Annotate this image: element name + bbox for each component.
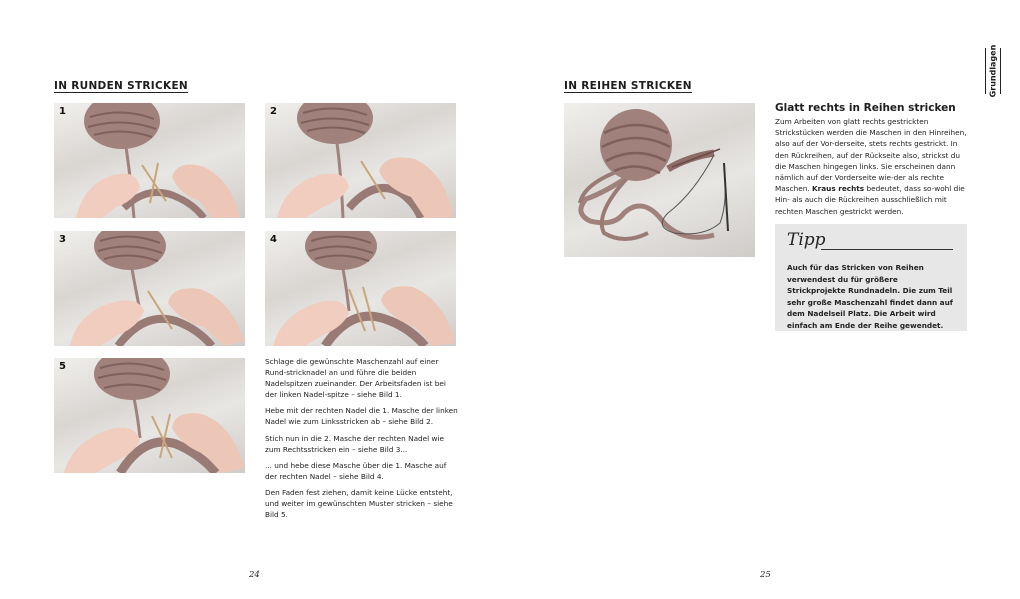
step-instructions	[265, 356, 460, 525]
section-heading-in-runden: IN RUNDEN STRICKEN	[54, 80, 188, 92]
subheading: Glatt rechts in Reihen stricken	[775, 102, 956, 114]
step-text: Den Faden fest ziehen, damit keine Lücke entsteht, und weiter im gewünschten Muster stricken – siehe Bild 5.	[265, 487, 453, 520]
page-number-left: 24	[249, 570, 260, 580]
body-text-part: bedeutet, dass so-wohl die Hin- als auch die Rückreihen ausschließlich mit rechten Maschen gestrickt werden.	[775, 184, 965, 216]
chapter-tab-label: Grundlagen	[988, 44, 998, 98]
step-number: 2	[270, 106, 277, 117]
body-text-bold: Kraus rechts	[811, 184, 865, 194]
tip-rule	[821, 249, 953, 250]
step-text: ... und hebe diese Masche über die 1. Masche auf der rechten Nadel – siehe Bild 4.	[265, 460, 447, 481]
step-text: Stich nun in die 2. Masche der rechten Nadel wie zum Rechtsstricken ein – siehe Bild 3...	[265, 433, 444, 454]
page-number-right: 25	[760, 570, 771, 580]
body-text-part: Zum Arbeiten von glatt rechts gestrickten Strickstücken werden die Maschen in den Hinreihen, also auf der Vor-derseite, stets rechts gestrickt. In den Rückreihen, auf der Rückseite also, strickst du die Maschen hingegen links. Sie erscheinen dann nämlich auf der Vorderseite wie-der als rechte Maschen.	[775, 117, 967, 194]
section-heading-in-reihen: IN REIHEN STRICKEN	[564, 80, 692, 92]
right-page	[510, 0, 1020, 599]
body-text	[775, 116, 970, 217]
step-number: 3	[59, 234, 66, 245]
step-photo-4	[265, 231, 456, 346]
step-number: 4	[270, 234, 277, 245]
yarn-photo	[564, 103, 755, 257]
step-number: 1	[59, 106, 66, 117]
tip-text: Auch für das Stricken von Reihen verwendest du für größere Strickprojekte Rundnadeln. Die zum Teil sehr große Maschenzahl findet dann auf dem Nadelseil Platz. Die Arbeit wird einfach am Ende der Reihe gewendet.	[787, 263, 953, 330]
step-photo-2	[265, 103, 456, 218]
step-text: Hebe mit der rechten Nadel die 1. Masche der linken Nadel wie zum Linksstricken ab – siehe Bild 2.	[265, 406, 458, 427]
step-photo-1	[54, 103, 245, 218]
chapter-tab	[985, 44, 1001, 98]
step-number: 5	[59, 361, 66, 372]
tip-box	[775, 224, 967, 331]
step-text: Schlage die gewünschte Maschenzahl auf einer Rund-stricknadel an und führe die beiden Nadelspitzen zueinander. Der Arbeitsfaden ist bei der linken Nadel-spitze – siehe Bild 1.	[265, 357, 446, 400]
tip-title: Tipp	[787, 230, 826, 250]
step-photo-5	[54, 358, 245, 473]
step-photo-3	[54, 231, 245, 346]
